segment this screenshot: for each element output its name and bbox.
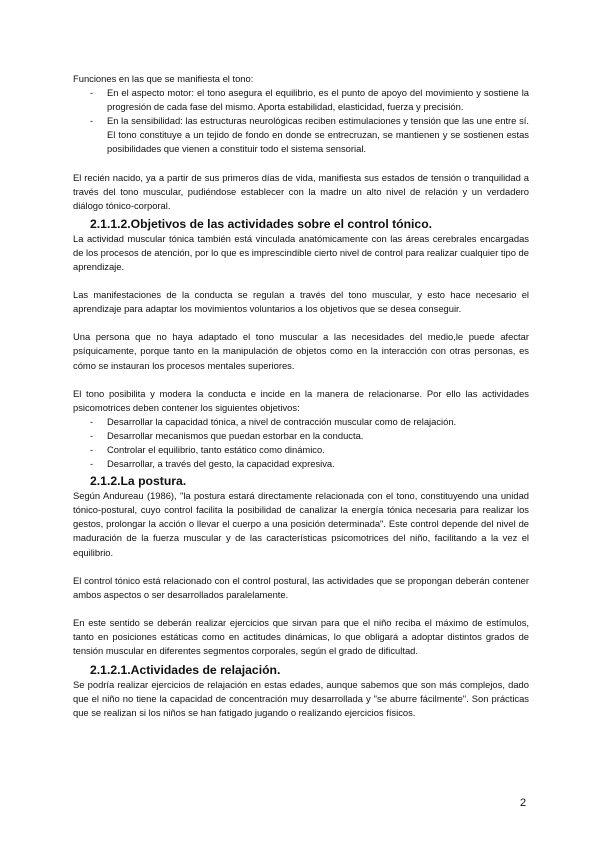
section-heading-posture: 2.1.2.La postura. [90, 474, 187, 489]
paragraph: Una persona que no haya adaptado el tono muscular a las necesidades del medio,le puede afectar psíquicamente, porque tanto en la manipulación de objetos como en la interacción con otras personas, es cómo se instauran los procesos mentales superiores. [73, 331, 529, 371]
document-page [73, 72, 529, 720]
paragraph: Las manifestaciones de la conducta se regulan a través del tono muscular, y esto hace necesario el aprendizaje para adaptar los movimientos voluntarios a los objetivos que se desea conseguir. [73, 289, 529, 315]
page-number: 2 [520, 797, 527, 809]
functions-list [73, 86, 529, 156]
list-item: - En la sensibilidad: las estructuras neurológicas reciben estimulaciones y tensión que las une entre sí. El tono constituye a un tejido de fondo en donde se entrecruzan, se mantienen y se sostienen estas posibilidades que vienen a constituir todo el sistema sensorial. [107, 114, 529, 156]
paragraph: La actividad muscular tónica también está vinculada anatómicamente con las áreas cerebrales encargadas de los procesos de atención, por lo que es imprescindible cierto nivel de control para realizar cualquier tipo de aprendizaje. [73, 232, 529, 273]
section-heading-relaxation: 2.1.2.1.Actividades de relajación. [90, 663, 281, 678]
section-heading-objectives: 2.1.1.2.Objetivos de las actividades sobre el control tónico. [90, 216, 433, 231]
list-item: - Desarrollar la capacidad tónica, a nivel de contracción muscular como de relajación. [107, 415, 529, 429]
list-item: - Controlar el equilibrio, tanto estático como dinámico. [107, 443, 529, 457]
objectives-list [73, 415, 529, 471]
functions-heading: Funciones en las que se manifiesta el tono: [73, 73, 254, 84]
paragraph: Según Andureau (1986), "la postura estará directamente relacionada con el tono, constituyendo una unidad tónico-postural, cuyo control facilita la posibilidad de canalizar la energía tónica necesaria para realizar los gestos, prolongar la acción o llevar el cuerpo a una posición determinada". Este control depende del nivel de maduración de la fuerza muscular y de las características psicomotrices del niño, facilitando a la vez el equilibrio. [73, 490, 529, 558]
newborn-paragraph: El recién nacido, ya a partir de sus primeros días de vida, manifiesta sus estados de tensión o tranquilidad a través del tono muscular, pudiéndose establecer con la madre un alto nivel de relación y un verdadero diálogo tónico-corporal. [73, 171, 529, 211]
paragraph: El control tónico está relacionado con el control postural, las actividades que se propongan deberán contener ambos aspectos o ser desarrollados paralelamente. [73, 574, 529, 600]
paragraph: El tono posibilita y modera la conducta e incide en la manera de relacionarse. Por ello las actividades psicomotrices deben contener los siguientes objetivos: [73, 387, 529, 413]
list-item: - En el aspecto motor: el tono asegura el equilibrio, es el punto de apoyo del movimiento y sostiene la progresión de cada fase del mismo. Aporta estabilidad, elasticidad, fuerza y precisión. [107, 86, 529, 114]
list-item: - Desarrollar, a través del gesto, la capacidad expresiva. [107, 457, 529, 471]
list-item: - Desarrollar mecanismos que puedan estorbar en la conducta. [107, 429, 529, 443]
paragraph: Se podría realizar ejercicios de relajación en estas edades, aunque sabemos que son más complejos, dado que el niño no tiene la capacidad de concentración muy desarrollada y "se aburre fácilmente". Son prácticas que se realizan si los niños se han fatigado jugando o realizando ejercicios físicos. [73, 679, 529, 719]
paragraph: En este sentido se deberán realizar ejercicios que sirvan para que el niño reciba el máximo de estímulos, tanto en posiciones estáticas como en actitudes dinámicas, lo que obligará a adoptar distintos grados de tensión muscular en diferentes segmentos corporales, según el grado de dificultad. [73, 616, 529, 656]
